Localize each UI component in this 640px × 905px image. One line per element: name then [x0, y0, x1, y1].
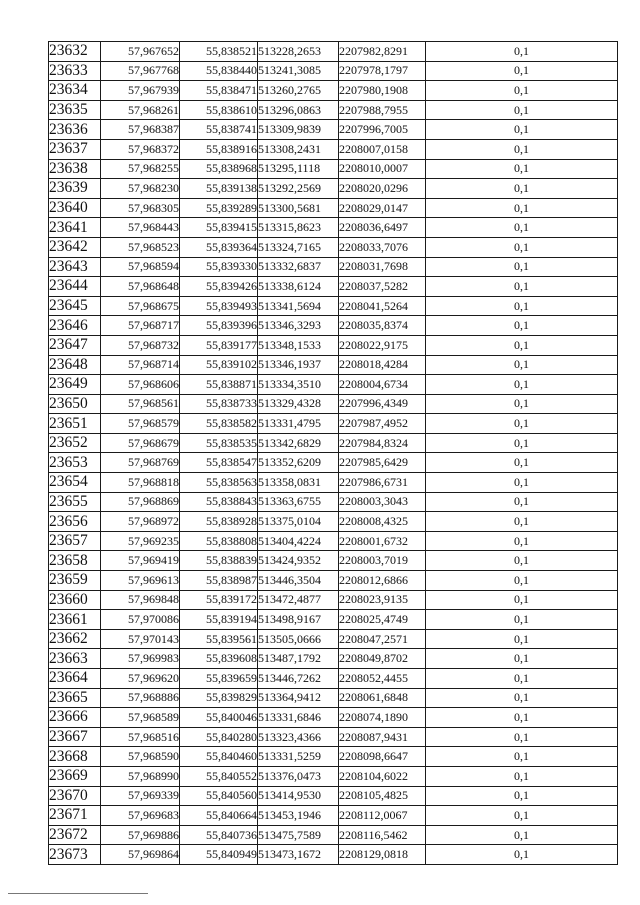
- longitude-cell: 55,838928: [180, 512, 258, 532]
- accuracy-cell: 0,1: [426, 590, 618, 610]
- table-row: [49, 179, 618, 199]
- y-coordinate-cell: 2207982,8291: [339, 42, 426, 62]
- y-coordinate-cell: 2208020,0296: [339, 179, 426, 199]
- y-coordinate-cell: 2207987,4952: [339, 414, 426, 434]
- latitude-cell: 57,968675: [101, 296, 180, 316]
- point-number-cell: 23637: [49, 139, 101, 159]
- y-coordinate-cell: 2208025,4749: [339, 610, 426, 630]
- table-row: [49, 394, 618, 414]
- longitude-cell: 55,839194: [180, 610, 258, 630]
- table-row: [49, 531, 618, 551]
- table-row: [49, 727, 618, 747]
- y-coordinate-cell: 2208018,4284: [339, 355, 426, 375]
- table-row: [49, 747, 618, 767]
- longitude-cell: 55,838871: [180, 375, 258, 395]
- point-number-cell: 23661: [49, 610, 101, 630]
- x-coordinate-cell: 513472,4877: [258, 590, 339, 610]
- x-coordinate-cell: 513358,0831: [258, 473, 339, 493]
- accuracy-cell: 0,1: [426, 512, 618, 532]
- accuracy-cell: 0,1: [426, 473, 618, 493]
- latitude-cell: 57,968648: [101, 277, 180, 297]
- point-number-cell: 23659: [49, 571, 101, 591]
- y-coordinate-cell: 2208087,9431: [339, 727, 426, 747]
- x-coordinate-cell: 513498,9167: [258, 610, 339, 630]
- point-number-cell: 23647: [49, 335, 101, 355]
- x-coordinate-cell: 513414,9530: [258, 786, 339, 806]
- point-number-cell: 23649: [49, 375, 101, 395]
- point-number-cell: 23667: [49, 727, 101, 747]
- point-number-cell: 23658: [49, 551, 101, 571]
- table-row: [49, 433, 618, 453]
- latitude-cell: 57,968589: [101, 708, 180, 728]
- y-coordinate-cell: 2208023,9135: [339, 590, 426, 610]
- x-coordinate-cell: 513300,5681: [258, 198, 339, 218]
- accuracy-cell: 0,1: [426, 316, 618, 336]
- accuracy-cell: 0,1: [426, 257, 618, 277]
- accuracy-cell: 0,1: [426, 492, 618, 512]
- table-row: [49, 786, 618, 806]
- latitude-cell: 57,969864: [101, 845, 180, 865]
- accuracy-cell: 0,1: [426, 296, 618, 316]
- table-row: [49, 492, 618, 512]
- table-row: [49, 688, 618, 708]
- latitude-cell: 57,969683: [101, 806, 180, 826]
- latitude-cell: 57,969886: [101, 825, 180, 845]
- table-row: [49, 61, 618, 81]
- accuracy-cell: 0,1: [426, 453, 618, 473]
- point-number-cell: 23666: [49, 708, 101, 728]
- accuracy-cell: 0,1: [426, 237, 618, 257]
- accuracy-cell: 0,1: [426, 355, 618, 375]
- x-coordinate-cell: 513473,1672: [258, 845, 339, 865]
- x-coordinate-cell: 513323,4366: [258, 727, 339, 747]
- table-row: [49, 766, 618, 786]
- longitude-cell: 55,838843: [180, 492, 258, 512]
- x-coordinate-cell: 513338,6124: [258, 277, 339, 297]
- longitude-cell: 55,839493: [180, 296, 258, 316]
- accuracy-cell: 0,1: [426, 551, 618, 571]
- table-row: [49, 669, 618, 689]
- table-row: [49, 198, 618, 218]
- table-row: [49, 335, 618, 355]
- accuracy-cell: 0,1: [426, 629, 618, 649]
- x-coordinate-cell: 513348,1533: [258, 335, 339, 355]
- y-coordinate-cell: 2207985,6429: [339, 453, 426, 473]
- x-coordinate-cell: 513376,0473: [258, 766, 339, 786]
- x-coordinate-cell: 513404,4224: [258, 531, 339, 551]
- longitude-cell: 55,840046: [180, 708, 258, 728]
- longitude-cell: 55,838563: [180, 473, 258, 493]
- latitude-cell: 57,967768: [101, 61, 180, 81]
- point-number-cell: 23653: [49, 453, 101, 473]
- longitude-cell: 55,839177: [180, 335, 258, 355]
- point-number-cell: 23648: [49, 355, 101, 375]
- y-coordinate-cell: 2208003,7019: [339, 551, 426, 571]
- accuracy-cell: 0,1: [426, 139, 618, 159]
- y-coordinate-cell: 2208037,5282: [339, 277, 426, 297]
- point-number-cell: 23671: [49, 806, 101, 826]
- accuracy-cell: 0,1: [426, 806, 618, 826]
- latitude-cell: 57,968990: [101, 766, 180, 786]
- x-coordinate-cell: 513375,0104: [258, 512, 339, 532]
- latitude-cell: 57,968717: [101, 316, 180, 336]
- y-coordinate-cell: 2208112,0067: [339, 806, 426, 826]
- point-number-cell: 23640: [49, 198, 101, 218]
- latitude-cell: 57,968679: [101, 433, 180, 453]
- longitude-cell: 55,840664: [180, 806, 258, 826]
- point-number-cell: 23669: [49, 766, 101, 786]
- point-number-cell: 23634: [49, 81, 101, 101]
- latitude-cell: 57,968769: [101, 453, 180, 473]
- accuracy-cell: 0,1: [426, 649, 618, 669]
- table-row: [49, 473, 618, 493]
- table-row: [49, 277, 618, 297]
- x-coordinate-cell: 513334,3510: [258, 375, 339, 395]
- table-row: [49, 825, 618, 845]
- latitude-cell: 57,969848: [101, 590, 180, 610]
- longitude-cell: 55,840560: [180, 786, 258, 806]
- point-number-cell: 23673: [49, 845, 101, 865]
- accuracy-cell: 0,1: [426, 100, 618, 120]
- point-number-cell: 23641: [49, 218, 101, 238]
- accuracy-cell: 0,1: [426, 42, 618, 62]
- table-row: [49, 237, 618, 257]
- x-coordinate-cell: 513315,8623: [258, 218, 339, 238]
- accuracy-cell: 0,1: [426, 688, 618, 708]
- longitude-cell: 55,839415: [180, 218, 258, 238]
- accuracy-cell: 0,1: [426, 277, 618, 297]
- x-coordinate-cell: 513332,6837: [258, 257, 339, 277]
- accuracy-cell: 0,1: [426, 669, 618, 689]
- coordinate-table: [48, 41, 618, 865]
- latitude-cell: 57,967939: [101, 81, 180, 101]
- longitude-cell: 55,839172: [180, 590, 258, 610]
- point-number-cell: 23668: [49, 747, 101, 767]
- accuracy-cell: 0,1: [426, 727, 618, 747]
- longitude-cell: 55,838440: [180, 61, 258, 81]
- y-coordinate-cell: 2208029,0147: [339, 198, 426, 218]
- x-coordinate-cell: 513331,6846: [258, 708, 339, 728]
- table-row: [49, 120, 618, 140]
- x-coordinate-cell: 513346,3293: [258, 316, 339, 336]
- x-coordinate-cell: 513228,2653: [258, 42, 339, 62]
- table-row: [49, 316, 618, 336]
- table-row: [49, 629, 618, 649]
- longitude-cell: 55,839396: [180, 316, 258, 336]
- latitude-cell: 57,968594: [101, 257, 180, 277]
- accuracy-cell: 0,1: [426, 610, 618, 630]
- y-coordinate-cell: 2208041,5264: [339, 296, 426, 316]
- x-coordinate-cell: 513331,5259: [258, 747, 339, 767]
- point-number-cell: 23664: [49, 669, 101, 689]
- latitude-cell: 57,968561: [101, 394, 180, 414]
- longitude-cell: 55,838582: [180, 414, 258, 434]
- y-coordinate-cell: 2208049,8702: [339, 649, 426, 669]
- y-coordinate-cell: 2208104,6022: [339, 766, 426, 786]
- longitude-cell: 55,838741: [180, 120, 258, 140]
- table-row: [49, 708, 618, 728]
- table-row: [49, 81, 618, 101]
- point-number-cell: 23656: [49, 512, 101, 532]
- longitude-cell: 55,839289: [180, 198, 258, 218]
- accuracy-cell: 0,1: [426, 766, 618, 786]
- latitude-cell: 57,968261: [101, 100, 180, 120]
- latitude-cell: 57,969983: [101, 649, 180, 669]
- longitude-cell: 55,840736: [180, 825, 258, 845]
- longitude-cell: 55,838808: [180, 531, 258, 551]
- y-coordinate-cell: 2208105,4825: [339, 786, 426, 806]
- point-number-cell: 23662: [49, 629, 101, 649]
- latitude-cell: 57,968606: [101, 375, 180, 395]
- longitude-cell: 55,839364: [180, 237, 258, 257]
- point-number-cell: 23635: [49, 100, 101, 120]
- accuracy-cell: 0,1: [426, 61, 618, 81]
- y-coordinate-cell: 2207996,4349: [339, 394, 426, 414]
- latitude-cell: 57,969613: [101, 571, 180, 591]
- y-coordinate-cell: 2208031,7698: [339, 257, 426, 277]
- point-number-cell: 23644: [49, 277, 101, 297]
- y-coordinate-cell: 2207978,1797: [339, 61, 426, 81]
- longitude-cell: 55,838547: [180, 453, 258, 473]
- point-number-cell: 23632: [49, 42, 101, 62]
- x-coordinate-cell: 513364,9412: [258, 688, 339, 708]
- latitude-cell: 57,968732: [101, 335, 180, 355]
- point-number-cell: 23633: [49, 61, 101, 81]
- accuracy-cell: 0,1: [426, 179, 618, 199]
- y-coordinate-cell: 2208008,4325: [339, 512, 426, 532]
- x-coordinate-cell: 513346,1937: [258, 355, 339, 375]
- x-coordinate-cell: 513352,6209: [258, 453, 339, 473]
- latitude-cell: 57,968972: [101, 512, 180, 532]
- longitude-cell: 55,838839: [180, 551, 258, 571]
- longitude-cell: 55,840552: [180, 766, 258, 786]
- accuracy-cell: 0,1: [426, 81, 618, 101]
- latitude-cell: 57,968387: [101, 120, 180, 140]
- point-number-cell: 23651: [49, 414, 101, 434]
- footer-divider: [8, 893, 148, 894]
- table-row: [49, 845, 618, 865]
- table-row: [49, 590, 618, 610]
- y-coordinate-cell: 2208116,5462: [339, 825, 426, 845]
- x-coordinate-cell: 513331,4795: [258, 414, 339, 434]
- point-number-cell: 23655: [49, 492, 101, 512]
- coordinate-table-page: [48, 41, 618, 865]
- table-row: [49, 375, 618, 395]
- x-coordinate-cell: 513342,6829: [258, 433, 339, 453]
- point-number-cell: 23639: [49, 179, 101, 199]
- point-number-cell: 23643: [49, 257, 101, 277]
- longitude-cell: 55,838535: [180, 433, 258, 453]
- table-row: [49, 355, 618, 375]
- x-coordinate-cell: 513487,1792: [258, 649, 339, 669]
- y-coordinate-cell: 2208022,9175: [339, 335, 426, 355]
- table-row: [49, 218, 618, 238]
- x-coordinate-cell: 513424,9352: [258, 551, 339, 571]
- accuracy-cell: 0,1: [426, 394, 618, 414]
- x-coordinate-cell: 513363,6755: [258, 492, 339, 512]
- y-coordinate-cell: 2207984,8324: [339, 433, 426, 453]
- accuracy-cell: 0,1: [426, 159, 618, 179]
- longitude-cell: 55,839659: [180, 669, 258, 689]
- latitude-cell: 57,967652: [101, 42, 180, 62]
- latitude-cell: 57,968255: [101, 159, 180, 179]
- table-row: [49, 806, 618, 826]
- point-number-cell: 23652: [49, 433, 101, 453]
- latitude-cell: 57,969339: [101, 786, 180, 806]
- point-number-cell: 23636: [49, 120, 101, 140]
- longitude-cell: 55,838733: [180, 394, 258, 414]
- accuracy-cell: 0,1: [426, 786, 618, 806]
- y-coordinate-cell: 2208129,0818: [339, 845, 426, 865]
- x-coordinate-cell: 513295,1118: [258, 159, 339, 179]
- y-coordinate-cell: 2207986,6731: [339, 473, 426, 493]
- point-number-cell: 23642: [49, 237, 101, 257]
- latitude-cell: 57,970143: [101, 629, 180, 649]
- y-coordinate-cell: 2208098,6647: [339, 747, 426, 767]
- y-coordinate-cell: 2207988,7955: [339, 100, 426, 120]
- table-row: [49, 453, 618, 473]
- point-number-cell: 23672: [49, 825, 101, 845]
- x-coordinate-cell: 513475,7589: [258, 825, 339, 845]
- y-coordinate-cell: 2207980,1908: [339, 81, 426, 101]
- x-coordinate-cell: 513260,2765: [258, 81, 339, 101]
- accuracy-cell: 0,1: [426, 825, 618, 845]
- longitude-cell: 55,840949: [180, 845, 258, 865]
- table-row: [49, 414, 618, 434]
- y-coordinate-cell: 2208074,1890: [339, 708, 426, 728]
- table-row: [49, 257, 618, 277]
- longitude-cell: 55,840460: [180, 747, 258, 767]
- longitude-cell: 55,838968: [180, 159, 258, 179]
- longitude-cell: 55,839102: [180, 355, 258, 375]
- accuracy-cell: 0,1: [426, 531, 618, 551]
- y-coordinate-cell: 2208035,8374: [339, 316, 426, 336]
- longitude-cell: 55,839561: [180, 629, 258, 649]
- longitude-cell: 55,840280: [180, 727, 258, 747]
- latitude-cell: 57,968818: [101, 473, 180, 493]
- x-coordinate-cell: 513308,2431: [258, 139, 339, 159]
- table-row: [49, 139, 618, 159]
- point-number-cell: 23638: [49, 159, 101, 179]
- table-row: [49, 100, 618, 120]
- accuracy-cell: 0,1: [426, 375, 618, 395]
- point-number-cell: 23645: [49, 296, 101, 316]
- latitude-cell: 57,968579: [101, 414, 180, 434]
- point-number-cell: 23646: [49, 316, 101, 336]
- accuracy-cell: 0,1: [426, 335, 618, 355]
- x-coordinate-cell: 513296,0863: [258, 100, 339, 120]
- y-coordinate-cell: 2208003,3043: [339, 492, 426, 512]
- point-number-cell: 23660: [49, 590, 101, 610]
- longitude-cell: 55,839608: [180, 649, 258, 669]
- x-coordinate-cell: 513324,7165: [258, 237, 339, 257]
- y-coordinate-cell: 2208047,2571: [339, 629, 426, 649]
- latitude-cell: 57,968590: [101, 747, 180, 767]
- table-row: [49, 551, 618, 571]
- y-coordinate-cell: 2208052,4455: [339, 669, 426, 689]
- y-coordinate-cell: 2208004,6734: [339, 375, 426, 395]
- latitude-cell: 57,968886: [101, 688, 180, 708]
- accuracy-cell: 0,1: [426, 198, 618, 218]
- longitude-cell: 55,838987: [180, 571, 258, 591]
- coordinate-table-body: [49, 42, 618, 865]
- y-coordinate-cell: 2208010,0007: [339, 159, 426, 179]
- latitude-cell: 57,968516: [101, 727, 180, 747]
- latitude-cell: 57,969419: [101, 551, 180, 571]
- accuracy-cell: 0,1: [426, 571, 618, 591]
- y-coordinate-cell: 2208007,0158: [339, 139, 426, 159]
- longitude-cell: 55,838610: [180, 100, 258, 120]
- latitude-cell: 57,968869: [101, 492, 180, 512]
- latitude-cell: 57,970086: [101, 610, 180, 630]
- longitude-cell: 55,838471: [180, 81, 258, 101]
- x-coordinate-cell: 513341,5694: [258, 296, 339, 316]
- point-number-cell: 23654: [49, 473, 101, 493]
- x-coordinate-cell: 513292,2569: [258, 179, 339, 199]
- y-coordinate-cell: 2208061,6848: [339, 688, 426, 708]
- latitude-cell: 57,968305: [101, 198, 180, 218]
- y-coordinate-cell: 2208001,6732: [339, 531, 426, 551]
- x-coordinate-cell: 513241,3085: [258, 61, 339, 81]
- latitude-cell: 57,968372: [101, 139, 180, 159]
- latitude-cell: 57,968714: [101, 355, 180, 375]
- accuracy-cell: 0,1: [426, 433, 618, 453]
- longitude-cell: 55,838916: [180, 139, 258, 159]
- accuracy-cell: 0,1: [426, 218, 618, 238]
- table-row: [49, 649, 618, 669]
- longitude-cell: 55,839330: [180, 257, 258, 277]
- accuracy-cell: 0,1: [426, 708, 618, 728]
- x-coordinate-cell: 513309,9839: [258, 120, 339, 140]
- x-coordinate-cell: 513446,3504: [258, 571, 339, 591]
- accuracy-cell: 0,1: [426, 747, 618, 767]
- y-coordinate-cell: 2208012,6866: [339, 571, 426, 591]
- table-row: [49, 42, 618, 62]
- latitude-cell: 57,968230: [101, 179, 180, 199]
- x-coordinate-cell: 513329,4328: [258, 394, 339, 414]
- accuracy-cell: 0,1: [426, 120, 618, 140]
- x-coordinate-cell: 513505,0666: [258, 629, 339, 649]
- accuracy-cell: 0,1: [426, 414, 618, 434]
- y-coordinate-cell: 2208036,6497: [339, 218, 426, 238]
- y-coordinate-cell: 2208033,7076: [339, 237, 426, 257]
- accuracy-cell: 0,1: [426, 845, 618, 865]
- y-coordinate-cell: 2207996,7005: [339, 120, 426, 140]
- latitude-cell: 57,968443: [101, 218, 180, 238]
- point-number-cell: 23657: [49, 531, 101, 551]
- longitude-cell: 55,838521: [180, 42, 258, 62]
- longitude-cell: 55,839829: [180, 688, 258, 708]
- point-number-cell: 23670: [49, 786, 101, 806]
- latitude-cell: 57,969620: [101, 669, 180, 689]
- latitude-cell: 57,968523: [101, 237, 180, 257]
- table-row: [49, 296, 618, 316]
- point-number-cell: 23663: [49, 649, 101, 669]
- x-coordinate-cell: 513446,7262: [258, 669, 339, 689]
- latitude-cell: 57,969235: [101, 531, 180, 551]
- table-row: [49, 571, 618, 591]
- x-coordinate-cell: 513453,1946: [258, 806, 339, 826]
- table-row: [49, 512, 618, 532]
- table-row: [49, 159, 618, 179]
- longitude-cell: 55,839138: [180, 179, 258, 199]
- table-row: [49, 610, 618, 630]
- point-number-cell: 23665: [49, 688, 101, 708]
- point-number-cell: 23650: [49, 394, 101, 414]
- longitude-cell: 55,839426: [180, 277, 258, 297]
